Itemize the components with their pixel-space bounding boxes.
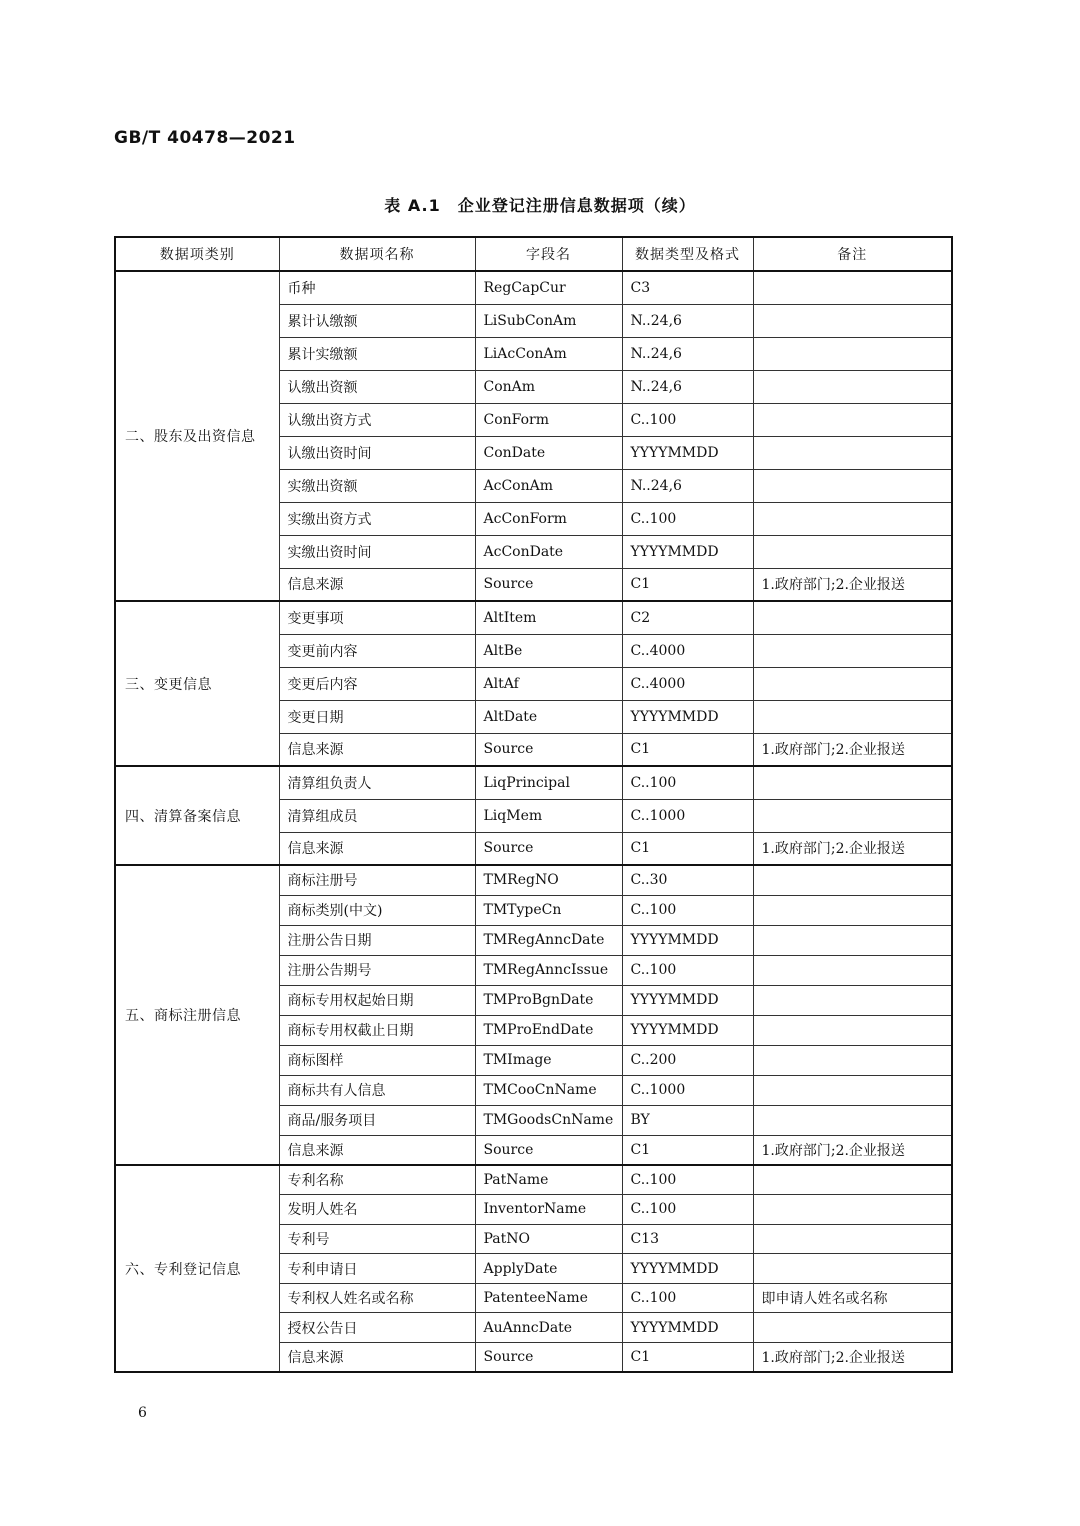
- item-name-cell: 信息来源: [279, 733, 475, 766]
- data-type-cell: C..100: [622, 955, 753, 985]
- remarks-cell: [753, 1224, 952, 1254]
- field-name-cell: Source: [475, 832, 622, 865]
- remarks-cell: 即申请人姓名或名称: [753, 1283, 952, 1313]
- remarks-cell: 1.政府部门;2.企业报送: [753, 1343, 952, 1373]
- data-type-cell: C2: [622, 601, 753, 634]
- item-name-cell: 商标专用权起始日期: [279, 985, 475, 1015]
- data-type-cell: C..100: [622, 895, 753, 925]
- item-name-cell: 信息来源: [279, 1343, 475, 1373]
- remarks-cell: [753, 337, 952, 370]
- field-name-cell: ApplyDate: [475, 1254, 622, 1284]
- item-name-cell: 变更后内容: [279, 667, 475, 700]
- item-name-cell: 变更事项: [279, 601, 475, 634]
- remarks-cell: [753, 601, 952, 634]
- page-number: 6: [138, 1405, 147, 1421]
- field-name-cell: Source: [475, 733, 622, 766]
- data-type-cell: C..4000: [622, 634, 753, 667]
- category-cell: 五、商标注册信息: [115, 865, 279, 1165]
- item-name-cell: 变更前内容: [279, 634, 475, 667]
- table-row: [115, 766, 952, 799]
- remarks-cell: [753, 1075, 952, 1105]
- field-name-cell: AltItem: [475, 601, 622, 634]
- field-name-cell: PatName: [475, 1165, 622, 1195]
- remarks-cell: [753, 1045, 952, 1075]
- remarks-cell: [753, 535, 952, 568]
- data-type-cell: C1: [622, 832, 753, 865]
- item-name-cell: 实缴出资方式: [279, 502, 475, 535]
- data-type-cell: C3: [622, 271, 753, 304]
- data-type-cell: YYYYMMDD: [622, 1254, 753, 1284]
- item-name-cell: 专利号: [279, 1224, 475, 1254]
- item-name-cell: 认缴出资方式: [279, 403, 475, 436]
- remarks-cell: [753, 1015, 952, 1045]
- item-name-cell: 信息来源: [279, 832, 475, 865]
- field-name-cell: LiAcConAm: [475, 337, 622, 370]
- item-name-cell: 币种: [279, 271, 475, 304]
- remarks-cell: [753, 955, 952, 985]
- remarks-cell: [753, 865, 952, 895]
- field-name-cell: AuAnncDate: [475, 1313, 622, 1343]
- field-name-cell: AcConAm: [475, 469, 622, 502]
- remarks-cell: [753, 634, 952, 667]
- data-type-cell: C1: [622, 568, 753, 601]
- item-name-cell: 实缴出资额: [279, 469, 475, 502]
- item-name-cell: 变更日期: [279, 700, 475, 733]
- data-type-cell: C..1000: [622, 799, 753, 832]
- item-name-cell: 累计认缴额: [279, 304, 475, 337]
- item-name-cell: 注册公告期号: [279, 955, 475, 985]
- remarks-cell: [753, 895, 952, 925]
- column-header-data-type: 数据类型及格式: [622, 237, 753, 271]
- data-type-cell: C1: [622, 1343, 753, 1373]
- field-name-cell: PatNO: [475, 1224, 622, 1254]
- table-header-row: [115, 237, 952, 271]
- item-name-cell: 信息来源: [279, 1135, 475, 1165]
- field-name-cell: TMCooCnName: [475, 1075, 622, 1105]
- data-type-cell: YYYYMMDD: [622, 535, 753, 568]
- item-name-cell: 授权公告日: [279, 1313, 475, 1343]
- field-name-cell: AcConDate: [475, 535, 622, 568]
- item-name-cell: 注册公告日期: [279, 925, 475, 955]
- field-name-cell: PatenteeName: [475, 1283, 622, 1313]
- data-type-cell: YYYYMMDD: [622, 925, 753, 955]
- item-name-cell: 清算组负责人: [279, 766, 475, 799]
- field-name-cell: TMRegAnncIssue: [475, 955, 622, 985]
- field-name-cell: ConDate: [475, 436, 622, 469]
- remarks-cell: [753, 1195, 952, 1225]
- table-row: [115, 601, 952, 634]
- field-name-cell: AltBe: [475, 634, 622, 667]
- remarks-cell: [753, 370, 952, 403]
- data-type-cell: N..24,6: [622, 304, 753, 337]
- field-name-cell: RegCapCur: [475, 271, 622, 304]
- data-type-cell: C..100: [622, 403, 753, 436]
- item-name-cell: 发明人姓名: [279, 1195, 475, 1225]
- data-type-cell: YYYYMMDD: [622, 985, 753, 1015]
- remarks-cell: [753, 436, 952, 469]
- remarks-cell: [753, 985, 952, 1015]
- remarks-cell: 1.政府部门;2.企业报送: [753, 568, 952, 601]
- data-type-cell: C..100: [622, 1195, 753, 1225]
- field-name-cell: TMTypeCn: [475, 895, 622, 925]
- item-name-cell: 认缴出资时间: [279, 436, 475, 469]
- remarks-cell: [753, 700, 952, 733]
- data-type-cell: C..4000: [622, 667, 753, 700]
- remarks-cell: [753, 1313, 952, 1343]
- field-name-cell: Source: [475, 1343, 622, 1373]
- field-name-cell: LiqPrincipal: [475, 766, 622, 799]
- data-type-cell: YYYYMMDD: [622, 700, 753, 733]
- remarks-cell: [753, 271, 952, 304]
- field-name-cell: TMGoodsCnName: [475, 1105, 622, 1135]
- field-name-cell: TMImage: [475, 1045, 622, 1075]
- field-name-cell: TMRegNO: [475, 865, 622, 895]
- column-header-remarks: 备注: [753, 237, 952, 271]
- category-cell: 三、变更信息: [115, 601, 279, 766]
- data-type-cell: C13: [622, 1224, 753, 1254]
- field-name-cell: ConAm: [475, 370, 622, 403]
- item-name-cell: 专利申请日: [279, 1254, 475, 1284]
- data-type-cell: BY: [622, 1105, 753, 1135]
- field-name-cell: TMRegAnncDate: [475, 925, 622, 955]
- item-name-cell: 实缴出资时间: [279, 535, 475, 568]
- data-type-cell: C1: [622, 733, 753, 766]
- field-name-cell: AcConForm: [475, 502, 622, 535]
- field-name-cell: AltDate: [475, 700, 622, 733]
- remarks-cell: 1.政府部门;2.企业报送: [753, 733, 952, 766]
- data-type-cell: C..30: [622, 865, 753, 895]
- item-name-cell: 专利名称: [279, 1165, 475, 1195]
- data-type-cell: C..100: [622, 766, 753, 799]
- remarks-cell: [753, 469, 952, 502]
- data-type-cell: C..100: [622, 502, 753, 535]
- field-name-cell: TMProEndDate: [475, 1015, 622, 1045]
- data-type-cell: C..200: [622, 1045, 753, 1075]
- item-name-cell: 商标专用权截止日期: [279, 1015, 475, 1045]
- item-name-cell: 认缴出资额: [279, 370, 475, 403]
- remarks-cell: 1.政府部门;2.企业报送: [753, 1135, 952, 1165]
- remarks-cell: [753, 1254, 952, 1284]
- field-name-cell: AltAf: [475, 667, 622, 700]
- column-header-category: 数据项类别: [115, 237, 279, 271]
- item-name-cell: 累计实缴额: [279, 337, 475, 370]
- item-name-cell: 商标共有人信息: [279, 1075, 475, 1105]
- category-cell: 二、股东及出资信息: [115, 271, 279, 601]
- category-cell: 六、专利登记信息: [115, 1165, 279, 1372]
- data-type-cell: C..1000: [622, 1075, 753, 1105]
- standard-number: GB/T 40478—2021: [114, 128, 296, 148]
- item-name-cell: 商标图样: [279, 1045, 475, 1075]
- item-name-cell: 商品/服务项目: [279, 1105, 475, 1135]
- data-type-cell: N..24,6: [622, 337, 753, 370]
- remarks-cell: [753, 304, 952, 337]
- remarks-cell: [753, 1105, 952, 1135]
- table-title: 表 A.1 企业登记注册信息数据项（续）: [384, 196, 696, 215]
- remarks-cell: [753, 403, 952, 436]
- data-type-cell: YYYYMMDD: [622, 1015, 753, 1045]
- field-name-cell: ConForm: [475, 403, 622, 436]
- remarks-cell: [753, 502, 952, 535]
- data-type-cell: N..24,6: [622, 469, 753, 502]
- data-type-cell: N..24,6: [622, 370, 753, 403]
- remarks-cell: [753, 1165, 952, 1195]
- remarks-cell: 1.政府部门;2.企业报送: [753, 832, 952, 865]
- remarks-cell: [753, 766, 952, 799]
- data-type-cell: C1: [622, 1135, 753, 1165]
- field-name-cell: Source: [475, 568, 622, 601]
- table-row: [115, 865, 952, 895]
- item-name-cell: 专利权人姓名或名称: [279, 1283, 475, 1313]
- table-body: [115, 271, 952, 1372]
- column-header-field-name: 字段名: [475, 237, 622, 271]
- table-row: [115, 271, 952, 304]
- data-type-cell: C..100: [622, 1165, 753, 1195]
- data-items-table: [114, 236, 953, 1373]
- remarks-cell: [753, 925, 952, 955]
- remarks-cell: [753, 799, 952, 832]
- item-name-cell: 商标注册号: [279, 865, 475, 895]
- field-name-cell: TMProBgnDate: [475, 985, 622, 1015]
- data-type-cell: C..100: [622, 1283, 753, 1313]
- column-header-item-name: 数据项名称: [279, 237, 475, 271]
- category-cell: 四、清算备案信息: [115, 766, 279, 865]
- item-name-cell: 信息来源: [279, 568, 475, 601]
- remarks-cell: [753, 667, 952, 700]
- item-name-cell: 清算组成员: [279, 799, 475, 832]
- data-type-cell: YYYYMMDD: [622, 436, 753, 469]
- field-name-cell: InventorName: [475, 1195, 622, 1225]
- field-name-cell: LiqMem: [475, 799, 622, 832]
- data-type-cell: YYYYMMDD: [622, 1313, 753, 1343]
- field-name-cell: LiSubConAm: [475, 304, 622, 337]
- item-name-cell: 商标类别(中文): [279, 895, 475, 925]
- field-name-cell: Source: [475, 1135, 622, 1165]
- table-row: [115, 1165, 952, 1195]
